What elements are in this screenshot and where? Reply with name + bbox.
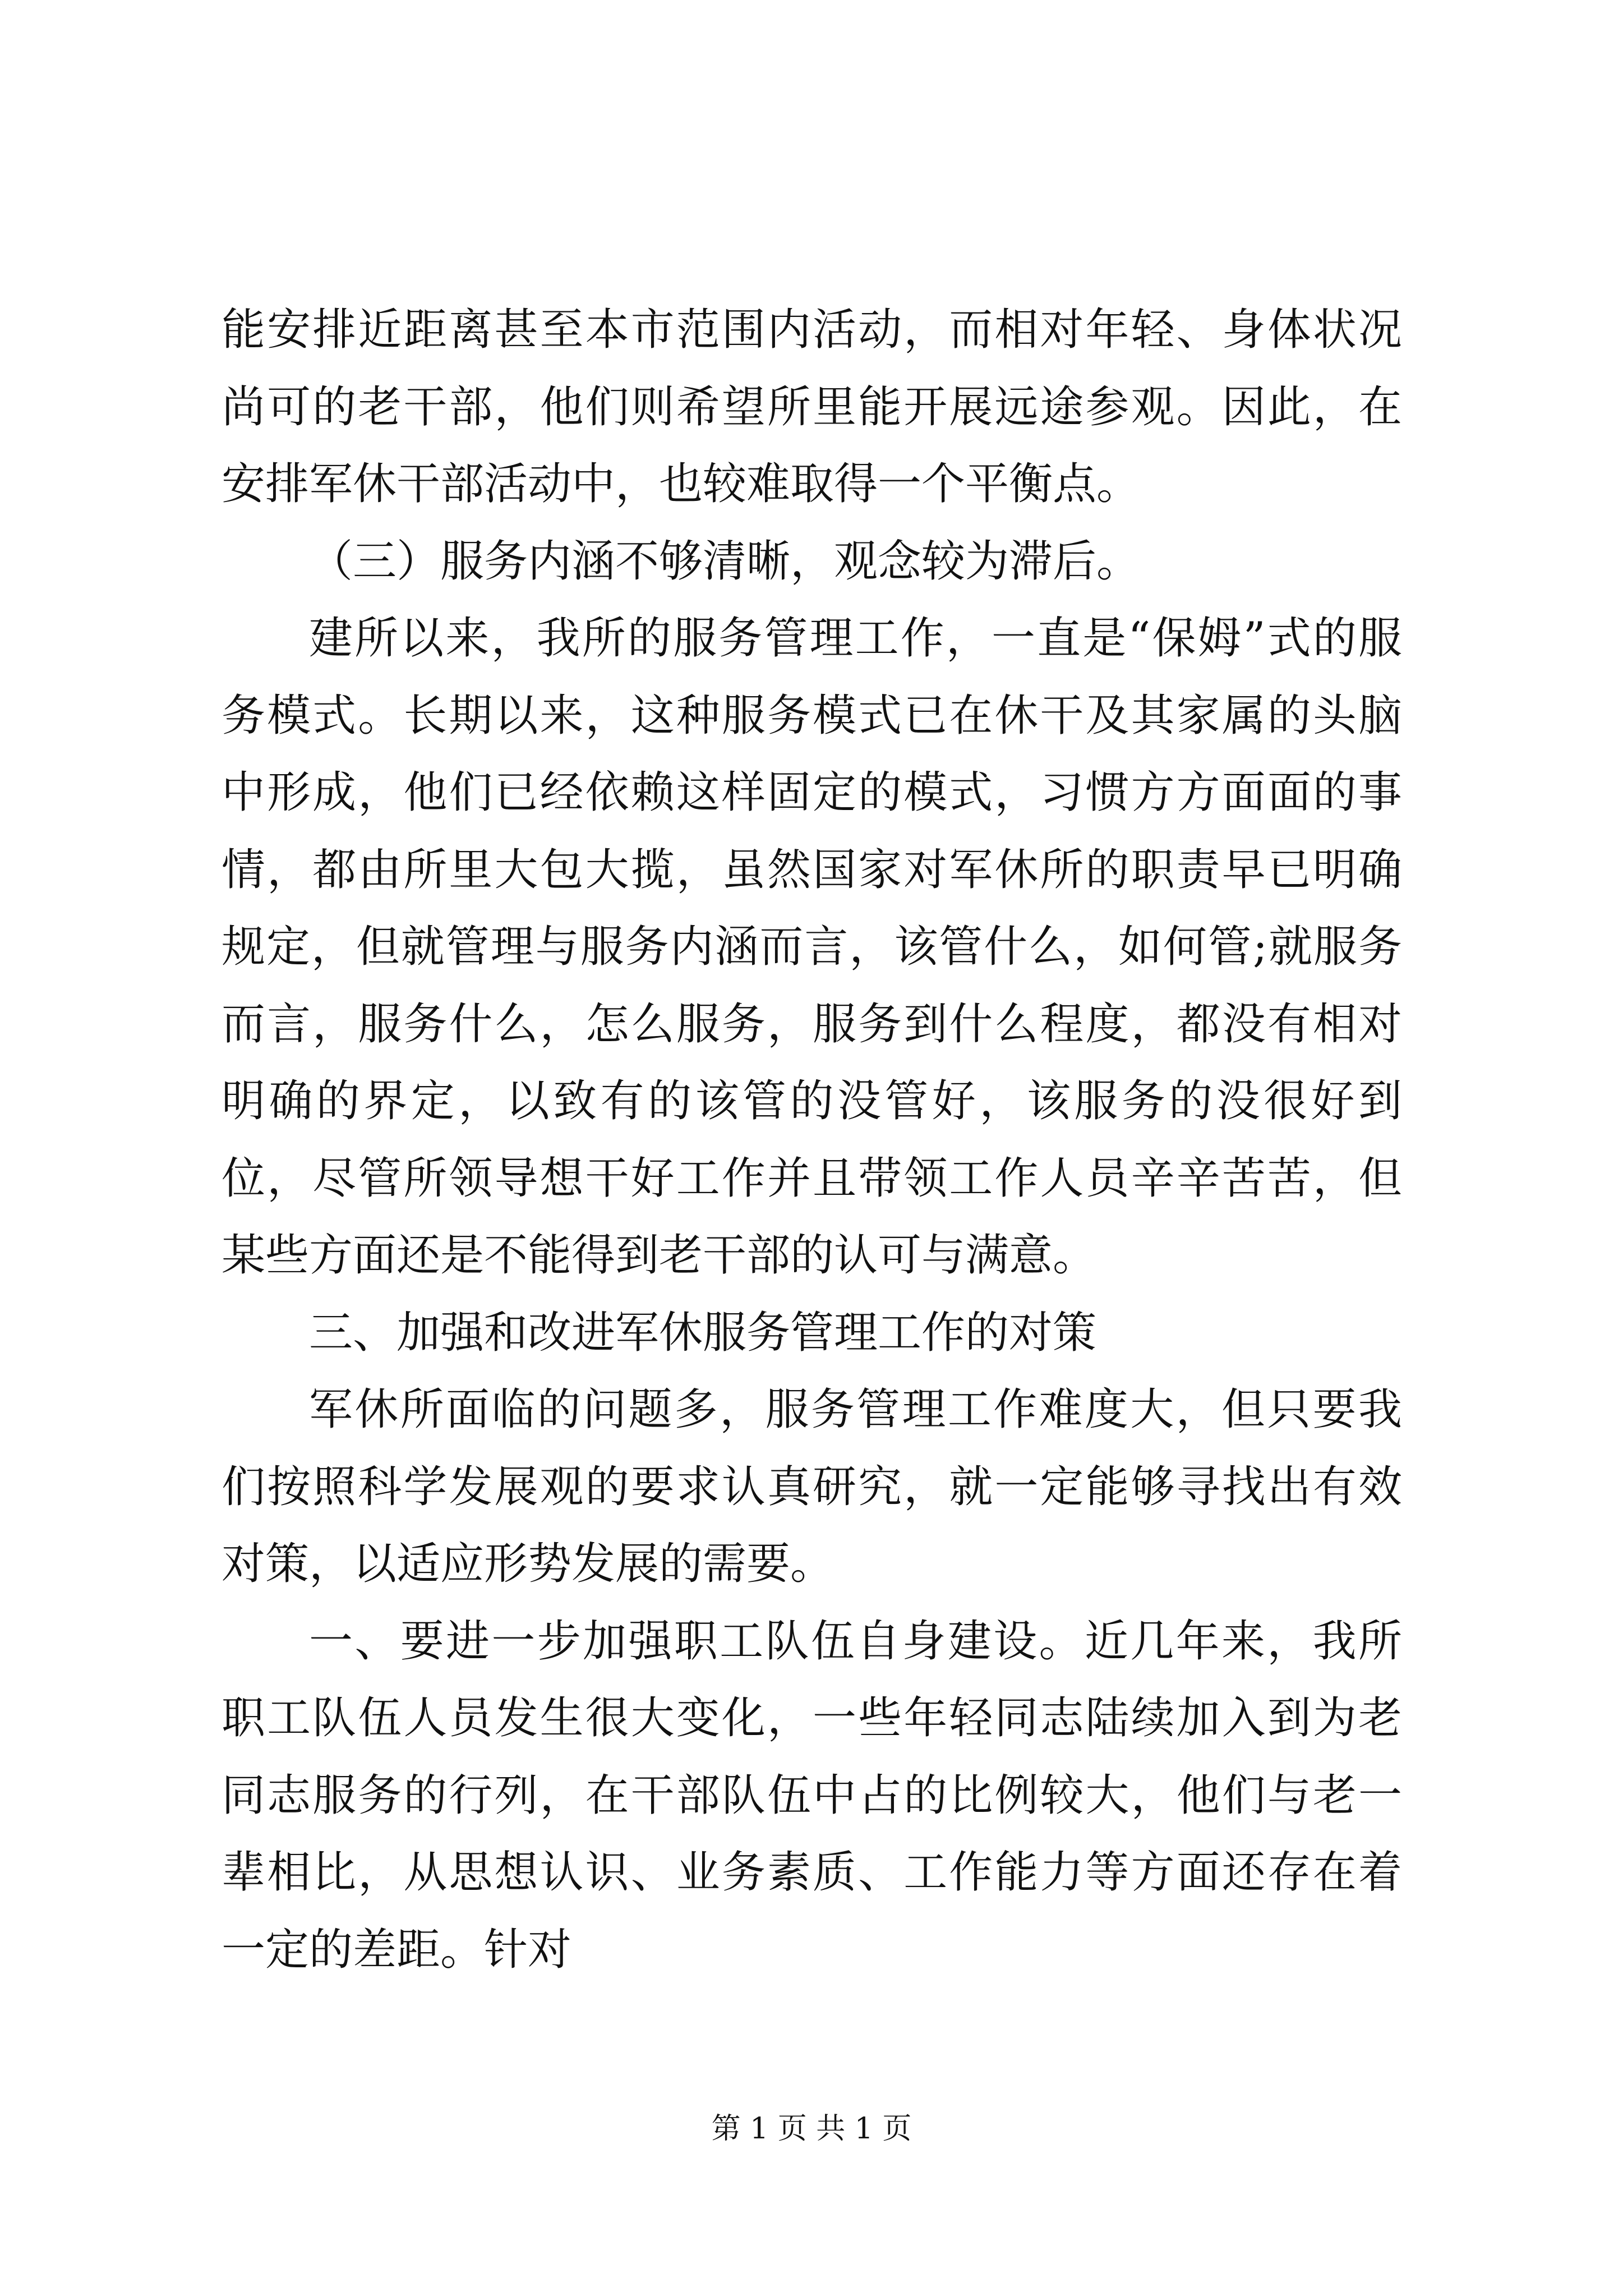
- paragraph: 军休所面临的问题多，服务管理工作难度大，但只要我们按照科学发展观的要求认真研究，就一定能够寻找出有效对策，以适应形势发展的需要。: [222, 1384, 1402, 1589]
- paragraph: 能安排近距离甚至本市范围内活动，而相对年轻、身体状况尚可的老干部，他们则希望所里能开展远途参观。因此，在安排军休干部活动中，也较难取得一个平衡点。: [222, 305, 1402, 509]
- section-heading: （三）服务内涵不够清晰，观念较为滞后。: [309, 536, 1141, 587]
- paragraph: 建所以来，我所的服务管理工作，一直是“保姆”式的服务模式。长期以来，这种服务模式已在休干及其家属的头脑中形成，他们已经依赖这样固定的模式，习惯方方面面的事情，都由所里大包大揽，虽然国家对军休所的职责早已明确规定，但就管理与服务内涵而言，该管什么，如何管;就服务而言，服务什么，怎么服务，服务到什么程度，都没有相对明确的界定，以致有的该管的没管好，该服务的没很好到位，尽管所领导想干好工作并且带领工作人员辛辛苦苦，但某些方面还是不能得到老干部的认可与满意。: [222, 613, 1402, 1281]
- page-footer: 第 1 页 共 1 页: [711, 2112, 912, 2146]
- section-heading: 三、加强和改进军休服务管理工作的对策: [309, 1307, 1097, 1358]
- document-body: [222, 292, 1402, 1989]
- paragraph: 一、要进一步加强职工队伍自身建设。近几年来，我所职工队伍人员发生很大变化，一些年轻同志陆续加入到为老同志服务的行列，在干部队伍中占的比例较大，他们与老一辈相比，从思想认识、业务素质、工作能力等方面还存在着一定的差距。针对: [222, 1616, 1402, 1975]
